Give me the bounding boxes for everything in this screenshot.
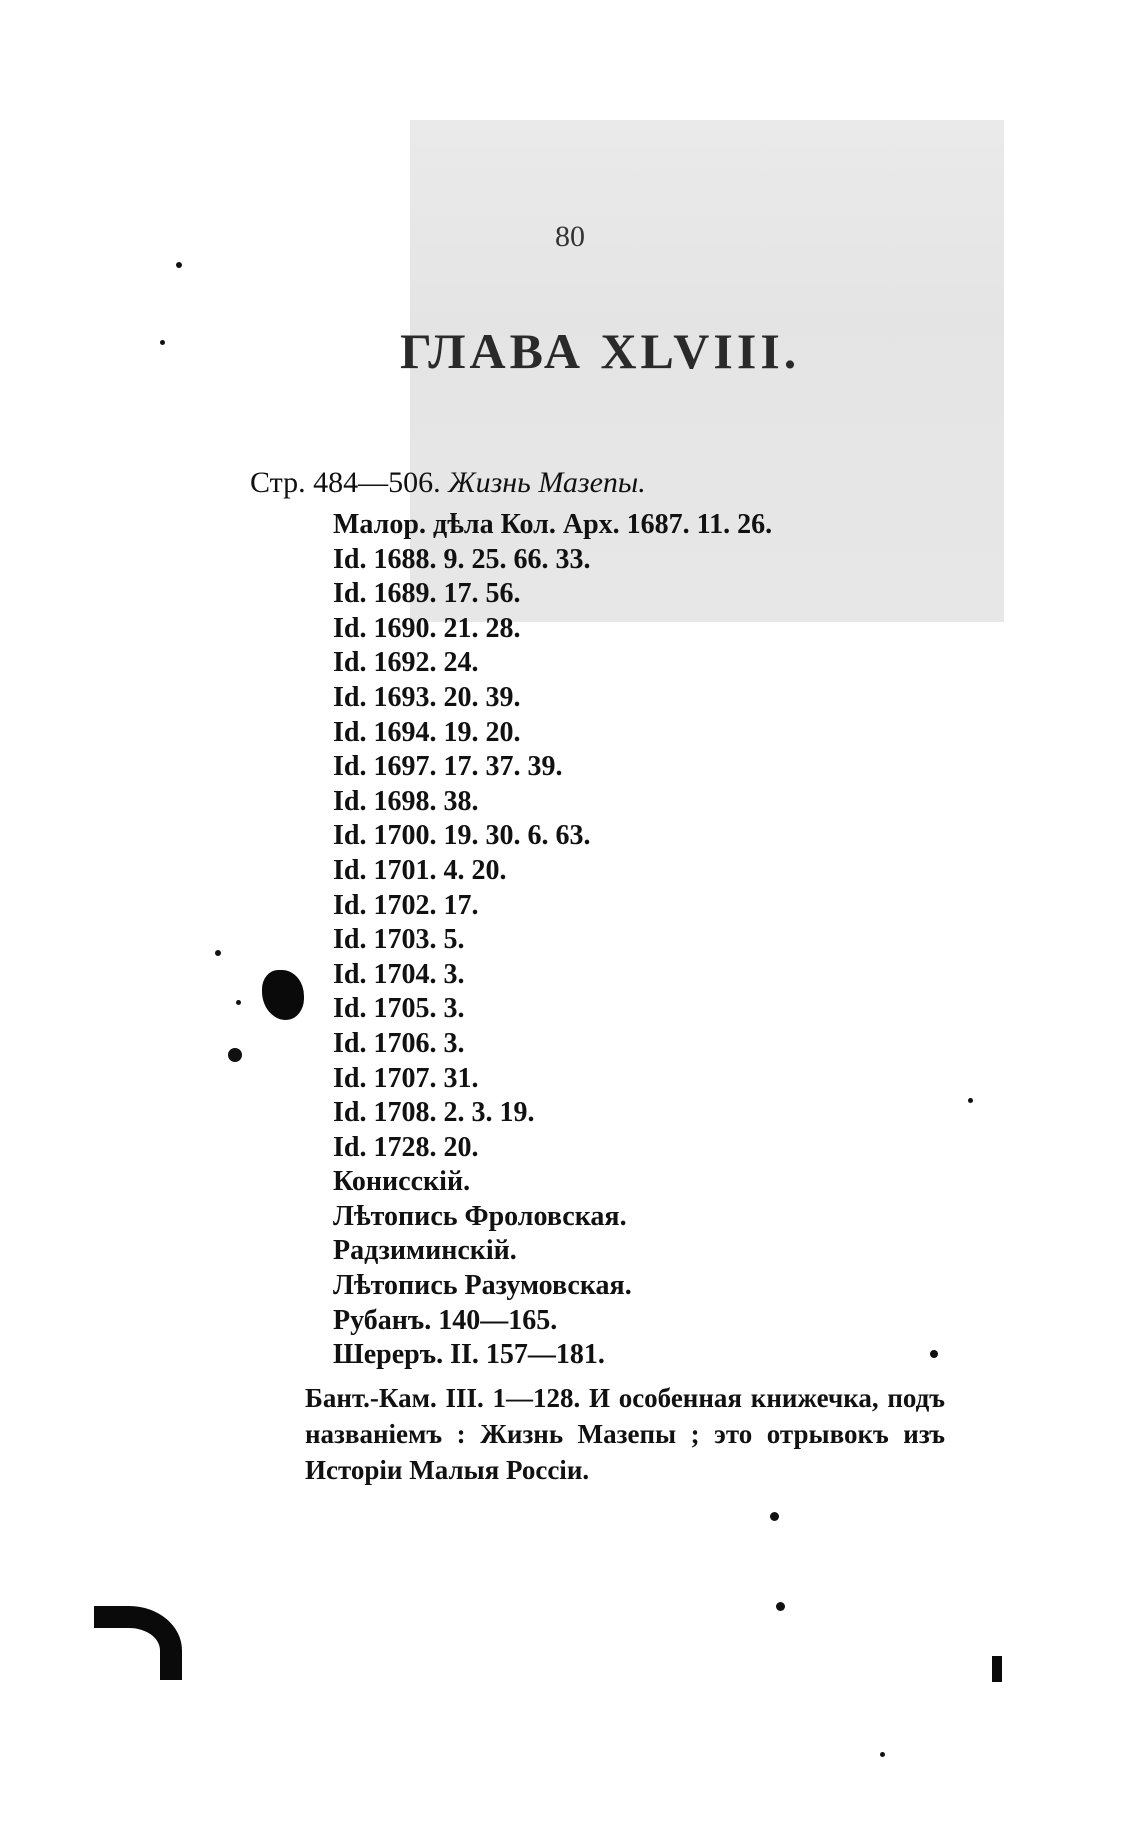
ink-blot xyxy=(262,970,304,1020)
reference-item: Рубанъ. 140—165. xyxy=(333,1304,558,1336)
reference-item: Малор. дѣла Кол. Арх. 1687. 11. 26. xyxy=(333,509,773,540)
ink-speck xyxy=(228,1048,242,1062)
reference-item: Id. 1700. 19. 30. 6. 63. xyxy=(333,820,591,852)
reference-item: Id. 1697. 17. 37. 39. xyxy=(333,751,563,783)
ink-speck xyxy=(176,262,182,268)
ink-blot xyxy=(992,1656,1002,1682)
reference-item: Id. 1698. 38. xyxy=(333,785,479,817)
reference-item: Id. 1688. 9. 25. 66. 33. xyxy=(333,543,591,575)
section-subject: Жизнь Мазепы. xyxy=(448,466,646,499)
reference-item: Id. 1708. 2. 3. 19. xyxy=(333,1097,535,1129)
reference-item: Id. 1705. 3. xyxy=(333,993,465,1025)
ink-speck xyxy=(880,1752,885,1757)
reference-item: Id. 1706. 3. xyxy=(333,1027,465,1059)
reference-item: Id. 1693. 20. 39. xyxy=(333,681,521,713)
reference-item: Id. 1703. 5. xyxy=(333,924,465,956)
reference-list xyxy=(333,508,772,1373)
reference-item: Id. 1702. 17. xyxy=(333,889,479,921)
ink-speck xyxy=(160,340,165,345)
reference-item: Id. 1690. 21. 28. xyxy=(333,612,521,644)
reference-item: Id. 1701. 4. 20. xyxy=(333,854,507,886)
ink-speck xyxy=(770,1512,779,1521)
ink-speck xyxy=(236,1000,241,1005)
reference-item: Конисскій. xyxy=(333,1166,471,1198)
ink-blot xyxy=(94,1606,182,1680)
reference-item: Id. 1689. 17. 56. xyxy=(333,578,521,610)
reference-item: Id. 1692. 24. xyxy=(333,647,479,679)
ink-speck xyxy=(215,950,221,956)
chapter-title: ГЛАВА XLVIII. xyxy=(400,323,801,379)
reference-item: Радзиминскій. xyxy=(333,1235,517,1267)
page-range-line xyxy=(250,466,646,500)
reference-item: Id. 1704. 3. xyxy=(333,958,465,990)
page-number: 80 xyxy=(555,220,585,253)
reference-item: Лѣтопись Фроловская. xyxy=(333,1200,627,1232)
reference-item: Лѣтопись Разумовская. xyxy=(333,1270,632,1302)
ink-speck xyxy=(968,1098,973,1103)
page-range-label: Стр. 484—506. xyxy=(250,466,441,499)
reference-item: Id. 1694. 19. 20. xyxy=(333,716,521,748)
reference-item: Id. 1728. 20. xyxy=(333,1131,479,1163)
reference-item: Шереръ. II. 157—181. xyxy=(333,1339,605,1371)
closing-paragraph: Бант.-Кам. III. 1—128. И особенная книжечка, подъ названіемъ : Жизнь Мазепы ; это отрывокъ изъ Исторіи Малыя Россіи. xyxy=(305,1383,945,1485)
ink-speck xyxy=(930,1350,938,1358)
reference-item: Id. 1707. 31. xyxy=(333,1062,479,1094)
ink-speck xyxy=(776,1602,785,1611)
